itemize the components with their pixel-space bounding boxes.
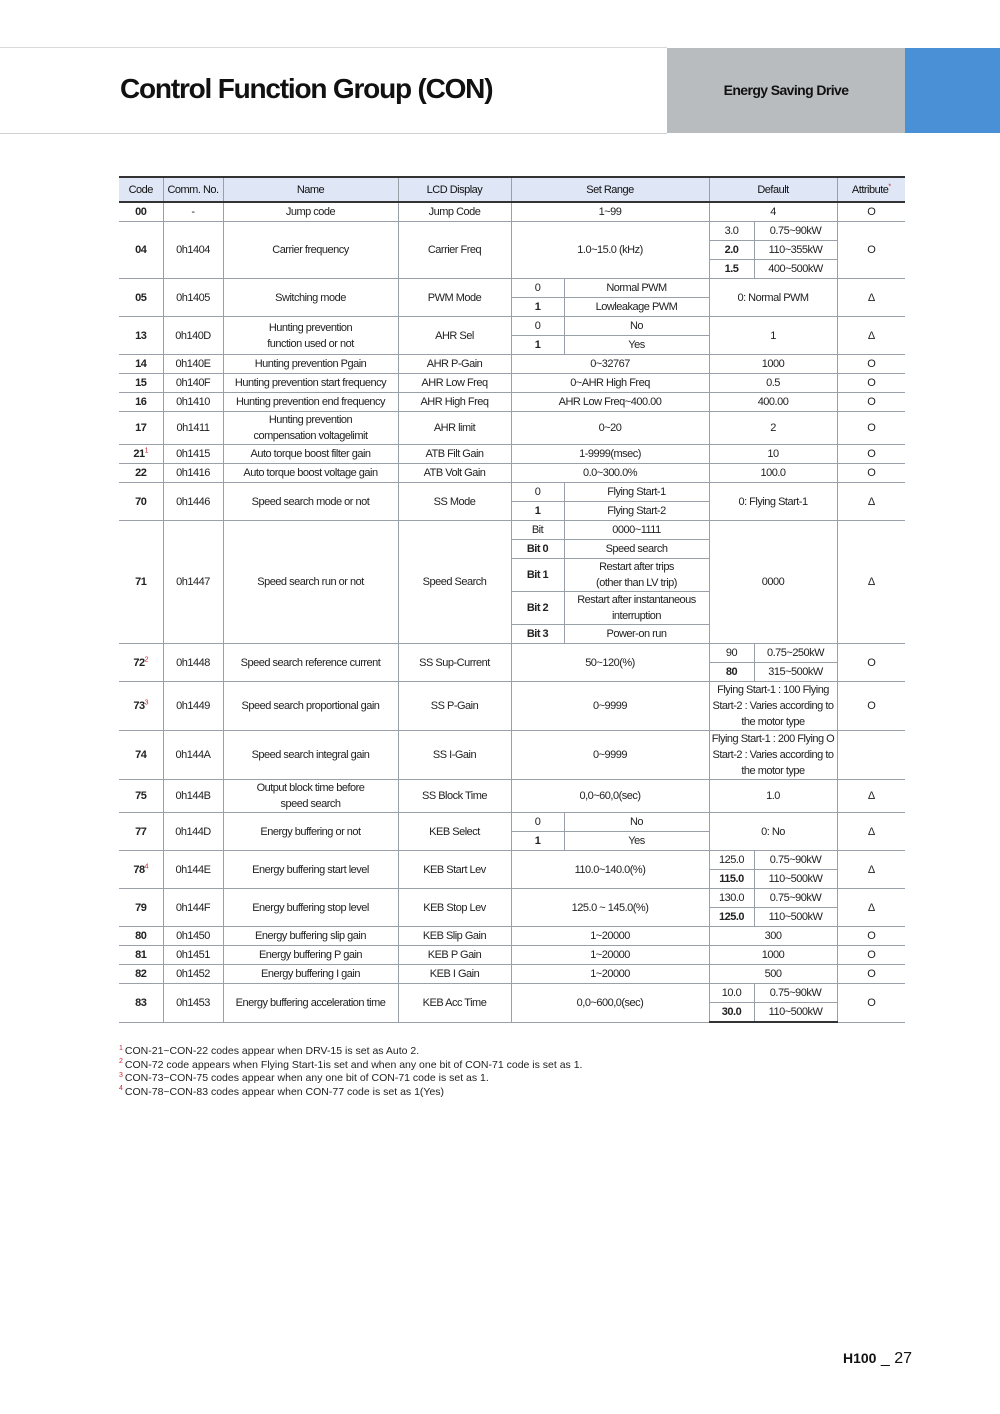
attribute: Δ bbox=[837, 889, 905, 927]
code: 80 bbox=[119, 927, 163, 946]
attribute: Δ bbox=[837, 851, 905, 889]
param-name: Switching mode bbox=[223, 279, 398, 317]
code: 22 bbox=[119, 464, 163, 483]
option-value: 0 bbox=[511, 813, 564, 832]
default-rating: 110~355kW bbox=[754, 241, 837, 260]
param-name: Energy buffering acceleration time bbox=[223, 984, 398, 1023]
set-range: 1.0~15.0 (kHz) bbox=[511, 222, 709, 279]
footnote-mark: 4 bbox=[119, 1085, 123, 1092]
lcd-display: AHR High Freq bbox=[398, 393, 511, 412]
col-default: Default bbox=[709, 177, 837, 202]
param-name: Speed search run or not bbox=[223, 521, 398, 644]
param-name: Hunting prevention Pgain bbox=[223, 355, 398, 374]
footnote-ref: 3 bbox=[144, 699, 149, 707]
bit-description-line: (other than LV trip) bbox=[596, 577, 677, 589]
default-line: Start-2 : Varies according to bbox=[712, 749, 834, 761]
param-name: Energy buffering slip gain bbox=[223, 927, 398, 946]
default-value: 500 bbox=[709, 965, 837, 984]
comm-no: 0h140E bbox=[163, 355, 223, 374]
comm-no: 0h1416 bbox=[163, 464, 223, 483]
attribute: O bbox=[837, 682, 905, 731]
default-value: 100.0 bbox=[709, 464, 837, 483]
default-value: 1000 bbox=[709, 946, 837, 965]
attribute-asterisk: * bbox=[888, 182, 891, 190]
bit-description: Speed search bbox=[564, 540, 709, 559]
table-row bbox=[119, 222, 905, 241]
default-value: 2.0 bbox=[709, 241, 754, 260]
set-range: 0~32767 bbox=[511, 355, 709, 374]
default-value: 0: Normal PWM bbox=[709, 279, 837, 317]
code: 77 bbox=[119, 813, 163, 851]
default-value: 1.5 bbox=[709, 260, 754, 279]
param-name: Auto torque boost filter gain bbox=[223, 445, 398, 464]
code bbox=[119, 682, 163, 731]
option-value: 0 bbox=[511, 483, 564, 502]
default-value: 1.0 bbox=[709, 780, 837, 813]
comm-no: 0h144D bbox=[163, 813, 223, 851]
option-label: No bbox=[564, 317, 709, 336]
attribute: Δ bbox=[837, 813, 905, 851]
code-number: 78 bbox=[133, 863, 145, 876]
set-range: 1~20000 bbox=[511, 927, 709, 946]
option-value: 0 bbox=[511, 317, 564, 336]
code bbox=[119, 644, 163, 682]
default-value: 1 bbox=[709, 317, 837, 355]
set-range: 0,0~60,0(sec) bbox=[511, 780, 709, 813]
lcd-display: AHR limit bbox=[398, 412, 511, 445]
lcd-display: SS Mode bbox=[398, 483, 511, 521]
table-row bbox=[119, 521, 905, 540]
attribute: O bbox=[837, 393, 905, 412]
default-rating: 0.75~90kW bbox=[754, 222, 837, 241]
attribute: O bbox=[837, 355, 905, 374]
default-value: 300 bbox=[709, 927, 837, 946]
param-name: Energy buffering P gain bbox=[223, 946, 398, 965]
code: 05 bbox=[119, 279, 163, 317]
default-rating: 110~500kW bbox=[754, 870, 837, 889]
bit-description bbox=[564, 559, 709, 592]
param-name-line: function used or not bbox=[267, 337, 354, 350]
comm-no: 0h140D bbox=[163, 317, 223, 355]
bit-label: Bit 1 bbox=[511, 559, 564, 592]
comm-no: 0h1450 bbox=[163, 927, 223, 946]
set-range: 50~120(%) bbox=[511, 644, 709, 682]
table-row bbox=[119, 984, 905, 1003]
code: 16 bbox=[119, 393, 163, 412]
param-name: Speed search proportional gain bbox=[223, 682, 398, 731]
bit-description bbox=[564, 592, 709, 625]
table-row bbox=[119, 393, 905, 412]
default-line: Flying Start-1 : 100 Flying bbox=[717, 684, 829, 696]
set-range: 0~AHR High Freq bbox=[511, 374, 709, 393]
default-value: 10 bbox=[709, 445, 837, 464]
page-number: 27 bbox=[894, 1350, 913, 1367]
code: 70 bbox=[119, 483, 163, 521]
col-lcd-display: LCD Display bbox=[398, 177, 511, 202]
bit-label: Bit bbox=[511, 521, 564, 540]
table-row bbox=[119, 279, 905, 298]
set-range: 125.0 ~ 145.0(%) bbox=[511, 889, 709, 927]
code: 71 bbox=[119, 521, 163, 644]
bit-label: Bit 3 bbox=[511, 625, 564, 644]
attribute: Δ bbox=[837, 521, 905, 644]
set-range: 1~20000 bbox=[511, 946, 709, 965]
lcd-display: SS I-Gain bbox=[398, 731, 511, 780]
default-value: 400.00 bbox=[709, 393, 837, 412]
attribute: Δ bbox=[837, 483, 905, 521]
set-range: 0,0~600,0(sec) bbox=[511, 984, 709, 1023]
footnote-ref: 4 bbox=[144, 862, 149, 870]
code: 04 bbox=[119, 222, 163, 279]
lcd-display: Carrier Freq bbox=[398, 222, 511, 279]
footnote-text: CON-78~CON-83 codes appear when CON-77 code is set as 1(Yes) bbox=[124, 1085, 445, 1098]
comm-no: 0h1449 bbox=[163, 682, 223, 731]
option-label: Flying Start-2 bbox=[564, 502, 709, 521]
section-label: Energy Saving Drive bbox=[723, 82, 849, 98]
default-rating: 315~500kW bbox=[754, 663, 837, 682]
option-label: Lowleakage PWM bbox=[564, 298, 709, 317]
lcd-display: SS P-Gain bbox=[398, 682, 511, 731]
footnote bbox=[119, 1086, 582, 1100]
code: 00 bbox=[119, 202, 163, 222]
table-row bbox=[119, 202, 905, 222]
param-name: Speed search reference current bbox=[223, 644, 398, 682]
footnote-mark: 1 bbox=[119, 1044, 123, 1052]
default-line: Start-2 : Varies according to bbox=[712, 700, 834, 712]
col-set-range: Set Range bbox=[511, 177, 709, 202]
default-line: the motor type bbox=[741, 716, 805, 728]
attribute: O bbox=[837, 965, 905, 984]
lcd-display: KEB Start Lev bbox=[398, 851, 511, 889]
default-value bbox=[709, 682, 837, 731]
lcd-display: KEB Slip Gain bbox=[398, 927, 511, 946]
code: 14 bbox=[119, 355, 163, 374]
table-row bbox=[119, 483, 905, 502]
comm-no: 0h1446 bbox=[163, 483, 223, 521]
page-title: Control Function Group (CON) bbox=[120, 73, 493, 104]
param-name: Speed search integral gain bbox=[223, 731, 398, 780]
set-range: 0~9999 bbox=[511, 682, 709, 731]
table-row bbox=[119, 374, 905, 393]
attribute bbox=[837, 731, 905, 780]
lcd-display: AHR P-Gain bbox=[398, 355, 511, 374]
default-rating: 0.75~90kW bbox=[754, 889, 837, 908]
page-footer bbox=[843, 1350, 912, 1368]
table-row bbox=[119, 780, 905, 813]
default-value: 0.5 bbox=[709, 374, 837, 393]
lcd-display: Speed Search bbox=[398, 521, 511, 644]
footnote-ref: 1 bbox=[144, 447, 149, 455]
param-name bbox=[223, 317, 398, 355]
attribute: O bbox=[837, 946, 905, 965]
default-value: 30.0 bbox=[709, 1003, 754, 1023]
table-row bbox=[119, 927, 905, 946]
comm-no: 0h144B bbox=[163, 780, 223, 813]
param-name: Energy buffering or not bbox=[223, 813, 398, 851]
footnote bbox=[119, 1072, 582, 1086]
set-range: 1-9999(msec) bbox=[511, 445, 709, 464]
lcd-display: Jump Code bbox=[398, 202, 511, 222]
default-value: 4 bbox=[709, 202, 837, 222]
bit-description: 0000~1111 bbox=[564, 521, 709, 540]
code: 75 bbox=[119, 780, 163, 813]
lcd-display: ATB Filt Gain bbox=[398, 445, 511, 464]
section-accent-block bbox=[905, 48, 1000, 133]
attribute: O bbox=[837, 445, 905, 464]
option-label: Normal PWM bbox=[564, 279, 709, 298]
attribute: O bbox=[837, 927, 905, 946]
col-code: Code bbox=[119, 177, 163, 202]
lcd-display: AHR Sel bbox=[398, 317, 511, 355]
table-row bbox=[119, 813, 905, 832]
code: 79 bbox=[119, 889, 163, 927]
comm-no: 0h1405 bbox=[163, 279, 223, 317]
option-value: 1 bbox=[511, 832, 564, 851]
param-name: Carrier frequency bbox=[223, 222, 398, 279]
option-label: No bbox=[564, 813, 709, 832]
comm-no: 0h1452 bbox=[163, 965, 223, 984]
attribute: O bbox=[837, 412, 905, 445]
code bbox=[119, 851, 163, 889]
code: 74 bbox=[119, 731, 163, 780]
table-row bbox=[119, 412, 905, 445]
set-range: 0.0~300.0% bbox=[511, 464, 709, 483]
lcd-display: AHR Low Freq bbox=[398, 374, 511, 393]
comm-no: 0h1411 bbox=[163, 412, 223, 445]
bit-label: Bit 0 bbox=[511, 540, 564, 559]
col-name: Name bbox=[223, 177, 398, 202]
set-range: 1~20000 bbox=[511, 965, 709, 984]
table-row bbox=[119, 889, 905, 908]
default-value: 0: No bbox=[709, 813, 837, 851]
lcd-display: KEB Select bbox=[398, 813, 511, 851]
comm-no: 0h1447 bbox=[163, 521, 223, 644]
default-value: 0000 bbox=[709, 521, 837, 644]
default-value: 0: Flying Start-1 bbox=[709, 483, 837, 521]
comm-no: 0h1448 bbox=[163, 644, 223, 682]
lcd-display: KEB P Gain bbox=[398, 946, 511, 965]
option-value: 1 bbox=[511, 336, 564, 355]
param-name bbox=[223, 412, 398, 445]
option-value: 1 bbox=[511, 502, 564, 521]
option-value: 0 bbox=[511, 279, 564, 298]
set-range: AHR Low Freq~400.00 bbox=[511, 393, 709, 412]
bit-description: Power-on run bbox=[564, 625, 709, 644]
lcd-display: KEB Stop Lev bbox=[398, 889, 511, 927]
lcd-display: KEB I Gain bbox=[398, 965, 511, 984]
default-rating: 0.75~90kW bbox=[754, 851, 837, 870]
col-attribute bbox=[837, 177, 905, 202]
code: 82 bbox=[119, 965, 163, 984]
attribute: O bbox=[837, 222, 905, 279]
col-attribute-label: Attribute bbox=[851, 183, 889, 196]
default-value: 125.0 bbox=[709, 908, 754, 927]
option-label: Yes bbox=[564, 832, 709, 851]
comm-no: 0h1451 bbox=[163, 946, 223, 965]
footnotes bbox=[119, 1045, 582, 1099]
footer-separator: _ bbox=[876, 1350, 895, 1367]
bit-description-line: interruption bbox=[611, 610, 662, 622]
bit-description-line: Restart after trips bbox=[599, 561, 674, 573]
table-row bbox=[119, 682, 905, 731]
code-number: 21 bbox=[133, 448, 145, 460]
comm-no: 0h1453 bbox=[163, 984, 223, 1023]
param-name-line: speed search bbox=[280, 798, 341, 810]
default-value: 90 bbox=[709, 644, 754, 663]
default-value: 130.0 bbox=[709, 889, 754, 908]
code: 13 bbox=[119, 317, 163, 355]
lcd-display: SS Block Time bbox=[398, 780, 511, 813]
table-row bbox=[119, 731, 905, 780]
table-header bbox=[119, 177, 905, 202]
param-name: Energy buffering start level bbox=[223, 851, 398, 889]
product-name: H100 bbox=[843, 1350, 877, 1366]
table-row bbox=[119, 445, 905, 464]
default-value: 1000 bbox=[709, 355, 837, 374]
code: 81 bbox=[119, 946, 163, 965]
footnote bbox=[119, 1045, 582, 1059]
table-row bbox=[119, 644, 905, 663]
param-name: Speed search mode or not bbox=[223, 483, 398, 521]
parameter-table bbox=[119, 176, 905, 1023]
default-rating: 0.75~250kW bbox=[754, 644, 837, 663]
option-label: Flying Start-1 bbox=[564, 483, 709, 502]
code-number: 72 bbox=[133, 656, 145, 669]
default-value: 2 bbox=[709, 412, 837, 445]
default-rating: 0.75~90kW bbox=[754, 984, 837, 1003]
comm-no: 0h1415 bbox=[163, 445, 223, 464]
default-value: 3.0 bbox=[709, 222, 754, 241]
comm-no: 0h144E bbox=[163, 851, 223, 889]
option-value: 1 bbox=[511, 298, 564, 317]
default-rating: 110~500kW bbox=[754, 908, 837, 927]
param-name bbox=[223, 780, 398, 813]
option-label: Yes bbox=[564, 336, 709, 355]
comm-no: 0h140F bbox=[163, 374, 223, 393]
footnote-ref: 2 bbox=[144, 655, 149, 663]
table-row bbox=[119, 965, 905, 984]
lcd-display: ATB Volt Gain bbox=[398, 464, 511, 483]
code-number: 73 bbox=[133, 700, 145, 712]
bit-description-line: Restart after instantaneous bbox=[577, 594, 696, 606]
default-value bbox=[709, 731, 837, 780]
lcd-display: SS Sup-Current bbox=[398, 644, 511, 682]
code: 15 bbox=[119, 374, 163, 393]
set-range: 0~20 bbox=[511, 412, 709, 445]
attribute: O bbox=[837, 644, 905, 682]
comm-no: 0h1410 bbox=[163, 393, 223, 412]
footnote-text: CON-72 code appears when Flying Start-1is set and when any one bit of CON-71 code is set as 1. bbox=[124, 1058, 583, 1071]
param-name: Hunting prevention end frequency bbox=[223, 393, 398, 412]
footnote-mark: 3 bbox=[119, 1071, 123, 1079]
comm-no: 0h144A bbox=[163, 731, 223, 780]
code: 83 bbox=[119, 984, 163, 1023]
code: 17 bbox=[119, 412, 163, 445]
default-line: Flying Start-1 : 200 Flying O bbox=[711, 733, 835, 745]
param-name: Energy buffering stop level bbox=[223, 889, 398, 927]
default-line: the motor type bbox=[741, 765, 805, 777]
param-name-line: compensation voltagelimit bbox=[253, 430, 368, 442]
default-value: 10.0 bbox=[709, 984, 754, 1003]
attribute: O bbox=[837, 202, 905, 222]
footnote-mark: 2 bbox=[119, 1058, 123, 1065]
col-comm-no: Comm. No. bbox=[163, 177, 223, 202]
attribute: O bbox=[837, 374, 905, 393]
footnote-text: CON-21~CON-22 codes appear when DRV-15 is set as Auto 2. bbox=[124, 1045, 420, 1057]
attribute: Δ bbox=[837, 279, 905, 317]
param-name: Energy buffering I gain bbox=[223, 965, 398, 984]
footnote bbox=[119, 1059, 582, 1073]
comm-no: 0h1404 bbox=[163, 222, 223, 279]
set-range: 0~9999 bbox=[511, 731, 709, 780]
set-range: 1~99 bbox=[511, 202, 709, 222]
lcd-display: KEB Acc Time bbox=[398, 984, 511, 1023]
table-row bbox=[119, 851, 905, 870]
param-name: Jump code bbox=[223, 202, 398, 222]
default-rating: 400~500kW bbox=[754, 260, 837, 279]
comm-no: - bbox=[163, 202, 223, 222]
comm-no: 0h144F bbox=[163, 889, 223, 927]
param-name-line: Output block time before bbox=[256, 782, 365, 794]
table-row bbox=[119, 317, 905, 336]
attribute: Δ bbox=[837, 780, 905, 813]
bit-label: Bit 2 bbox=[511, 592, 564, 625]
attribute: O bbox=[837, 464, 905, 483]
attribute: Δ bbox=[837, 317, 905, 355]
param-name-line: Hunting prevention bbox=[268, 414, 353, 426]
table-row bbox=[119, 355, 905, 374]
lcd-display: PWM Mode bbox=[398, 279, 511, 317]
default-value: 80 bbox=[709, 663, 754, 682]
set-range: 110.0~140.0(%) bbox=[511, 851, 709, 889]
attribute: O bbox=[837, 984, 905, 1023]
param-name-line: Hunting prevention bbox=[268, 321, 353, 334]
footnote-text: CON-73~CON-75 codes appear when any one bit of CON-71 code is set as 1. bbox=[124, 1072, 489, 1084]
table-row bbox=[119, 946, 905, 965]
default-value: 115.0 bbox=[709, 870, 754, 889]
param-name: Auto torque boost voltage gain bbox=[223, 464, 398, 483]
table-row bbox=[119, 464, 905, 483]
default-value: 125.0 bbox=[709, 851, 754, 870]
code bbox=[119, 445, 163, 464]
default-rating: 110~500kW bbox=[754, 1003, 837, 1023]
param-name: Hunting prevention start frequency bbox=[223, 374, 398, 393]
